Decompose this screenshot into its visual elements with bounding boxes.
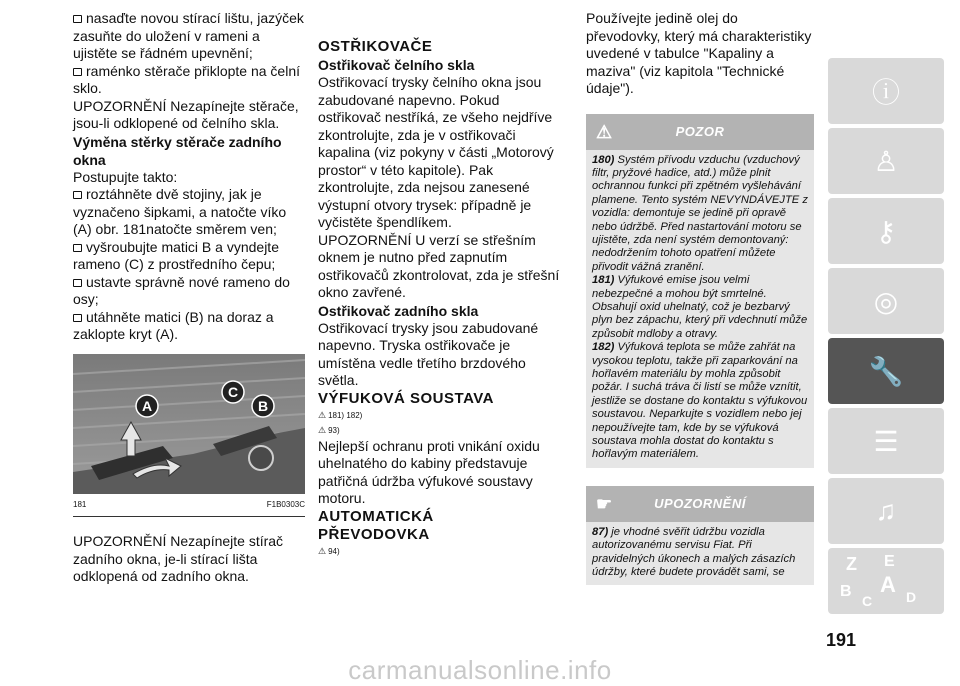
wiper-figure [73, 354, 305, 494]
warning-text: UPOZORNĚNÍ Nezapínejte stěrače, jsou-li odklopené od čelního skla. [73, 97, 299, 131]
bullet-box-icon [73, 68, 82, 76]
section-heading: Ostřikovač čelního skla [318, 57, 475, 73]
attention-hand-icon: ☛ [596, 493, 613, 514]
note-item: 180) Systém přívodu vzduchu (vzduchový filtr, pryžové hadice, atd.) může plnit ochrannou funkci při zpětném vyšlehávání plamene. Tento systém NEVYNDÁVEJTE z vozidla: demontuje se jedině při opravě nebo údržbě. Před nastartování motoru se ujistěte, zda není systém demontovaný: nedodržením tohoto opatření můžete přivodit vážná zranění. [592, 153, 808, 273]
tab-technical[interactable] [828, 408, 944, 474]
figure-label-c: C [227, 383, 239, 400]
figure-code: F1B0303C [266, 499, 305, 509]
page-number: 191 [826, 630, 857, 650]
attention-box-header: ☛ UPOZORNĚNÍ [586, 486, 814, 522]
bullet-item: roztáhněte dvě stojiny, jak je vyznačeno šipkami, a natočte víko (A) obr. 181natočte směrem ven; [73, 186, 287, 237]
warning-triangle-icon: ⚠ [596, 121, 613, 142]
spec-list-icon: ☰ [873, 425, 899, 457]
tab-index[interactable] [828, 548, 944, 614]
watermark: carmanualsonline.info [348, 655, 612, 685]
alphabet-index-icon [828, 548, 944, 614]
bullet-item: vyšroubujte matici B a vyndejte rameno (C) z prostředního čepu; [73, 238, 279, 272]
paragraph: Ostřikovací trysky jsou zabudované napevno. Tryska ostřikovače je umístěna vedle třetího brzdového světla. [318, 319, 539, 388]
svg-text:E: E [884, 553, 895, 570]
section-heading-main: OSTŘIKOVAČE [318, 38, 433, 55]
reference-line: ⚠ 181) 182) [318, 409, 363, 420]
airbag-seat-icon: ♙ [873, 145, 899, 177]
section-heading: Ostřikovač zadního skla [318, 302, 479, 319]
info-icon: ⓘ [871, 77, 900, 108]
reference-line: ⚠ 94) [318, 545, 340, 556]
svg-text:Z: Z [846, 554, 857, 574]
tab-safety[interactable] [828, 128, 944, 194]
figure-label-b: B [257, 397, 269, 414]
column-left [73, 10, 305, 586]
tab-multimedia[interactable] [828, 478, 944, 544]
warning-triangle-icon: ⚠ [318, 409, 327, 420]
column-right [586, 10, 814, 585]
tab-driving[interactable] [828, 268, 944, 334]
note-item: 87) je vhodné svěřit údržbu vozidla autorizovanému servisu Fiat. Při pravidelných úkonech a malých zásazích údržby, které budete provádět sami, se [592, 525, 796, 579]
tab-maintenance[interactable] [828, 338, 944, 404]
car-wrench-icon: 🔧 [868, 355, 904, 387]
warning-text: UPOZORNĚNÍ U verzí se střešním oknem je nutno před zapnutím ostřikovačů zkontrolovat, zda je střešní okno zavřené. [318, 231, 560, 300]
figure-caption [73, 494, 305, 518]
attention-box [586, 486, 814, 586]
bullet-item: nasaďte novou stírací lištu, jazýček zasuňte do uložení v rameni a ujistěte se řádném upevnění; [73, 10, 304, 61]
figure-label-a: A [141, 397, 153, 414]
chapter-tabs [828, 58, 944, 618]
bullet-item: utáhněte matici (B) na doraz a zaklopte kryt (A). [73, 308, 274, 342]
svg-text:D: D [906, 589, 917, 605]
svg-text:B: B [840, 583, 852, 600]
danger-box-header: ⚠ POZOR [586, 114, 814, 150]
bullet-box-icon [73, 279, 82, 287]
svg-text:C: C [862, 593, 873, 609]
tab-starting[interactable] [828, 198, 944, 264]
danger-box-body [586, 150, 814, 468]
paragraph: Používejte jedině olej do převodovky, který má charakteristiky uvedené v tabulce "Kapaliny a maziva" (viz kapitola "Technické údaje"). [586, 10, 812, 96]
key-icon: ⚷ [875, 215, 897, 247]
section-heading-main: VÝFUKOVÁ SOUSTAVA [318, 389, 495, 407]
bullet-box-icon [73, 15, 82, 23]
attention-box-body [586, 522, 814, 586]
note-item: 181) Výfukové emise jsou velmi nebezpečné a mohou být smrtelné. Obsahují oxid uhelnatý, což je bezbarvý plyn bez zápachu, který při vdechnutí může způsobit mdloby a otravy. [592, 274, 808, 340]
attention-icon: ⚠ [318, 424, 327, 435]
tab-dashboard[interactable] [828, 58, 944, 124]
paragraph: Ostřikovací trysky čelního okna jsou zabudované napevno. Pokud ostřikovač nestříká, ze všeho nejdříve zkontrolujte, zda je v ostřikovači kapalina (viz pokyny v části „Motorový prostor“ v této kapitole). Pak zkontrolujte, zda nejsou zanesené výstupní otvory trysek: případně je vyčistěte špendlíkem. [318, 74, 554, 230]
steering-wheel-icon: ◎ [873, 285, 899, 317]
section-heading: Výměna stěrky stěrače zadního okna [73, 133, 282, 168]
bullet-box-icon [73, 244, 82, 252]
svg-text:A: A [880, 572, 896, 597]
danger-box [586, 114, 814, 468]
media-icon: ♫ [875, 495, 897, 526]
reference-line: ⚠ 93) [318, 424, 340, 435]
warning-text: UPOZORNĚNÍ Nezapínejte stírač zadního okna, je-li stírací lišta odklopená od zadního okna. [73, 533, 284, 584]
bullet-item: raménko stěrače přiklopte na čelní sklo. [73, 62, 300, 96]
attention-icon: ⚠ [318, 545, 327, 556]
figure-number: 181 [73, 499, 87, 509]
section-heading-main: AUTOMATICKÁ PŘEVODOVKA [318, 507, 434, 543]
column-middle [318, 38, 564, 559]
bullet-item: ustavte správně nové rameno do osy; [73, 273, 290, 307]
bullet-box-icon [73, 191, 82, 199]
paragraph: Nejlepší ochranu proti vnikání oxidu uhelnatého do kabiny představuje patřičná údržba výfukové soustavy motoru. [318, 437, 540, 506]
paragraph: Postupujte takto: [73, 168, 178, 185]
bullet-box-icon [73, 314, 82, 322]
wiper-illustration [73, 354, 305, 494]
note-item: 182) Výfuková teplota se může zahřát na vysokou teplotu, takže při zaparkování na hořlavém materiálu by mohla způsobit požár. I suchá tráva či listí se může vznítit, jestliže se dostane do kontaktu s výfukovou soustavou. Neparkujte s vozidlem nebo jej nepoužívejte tam, kde by se výfuková soustava mohla dostat do kontaktu s hořlavým materiálem. [592, 341, 808, 461]
